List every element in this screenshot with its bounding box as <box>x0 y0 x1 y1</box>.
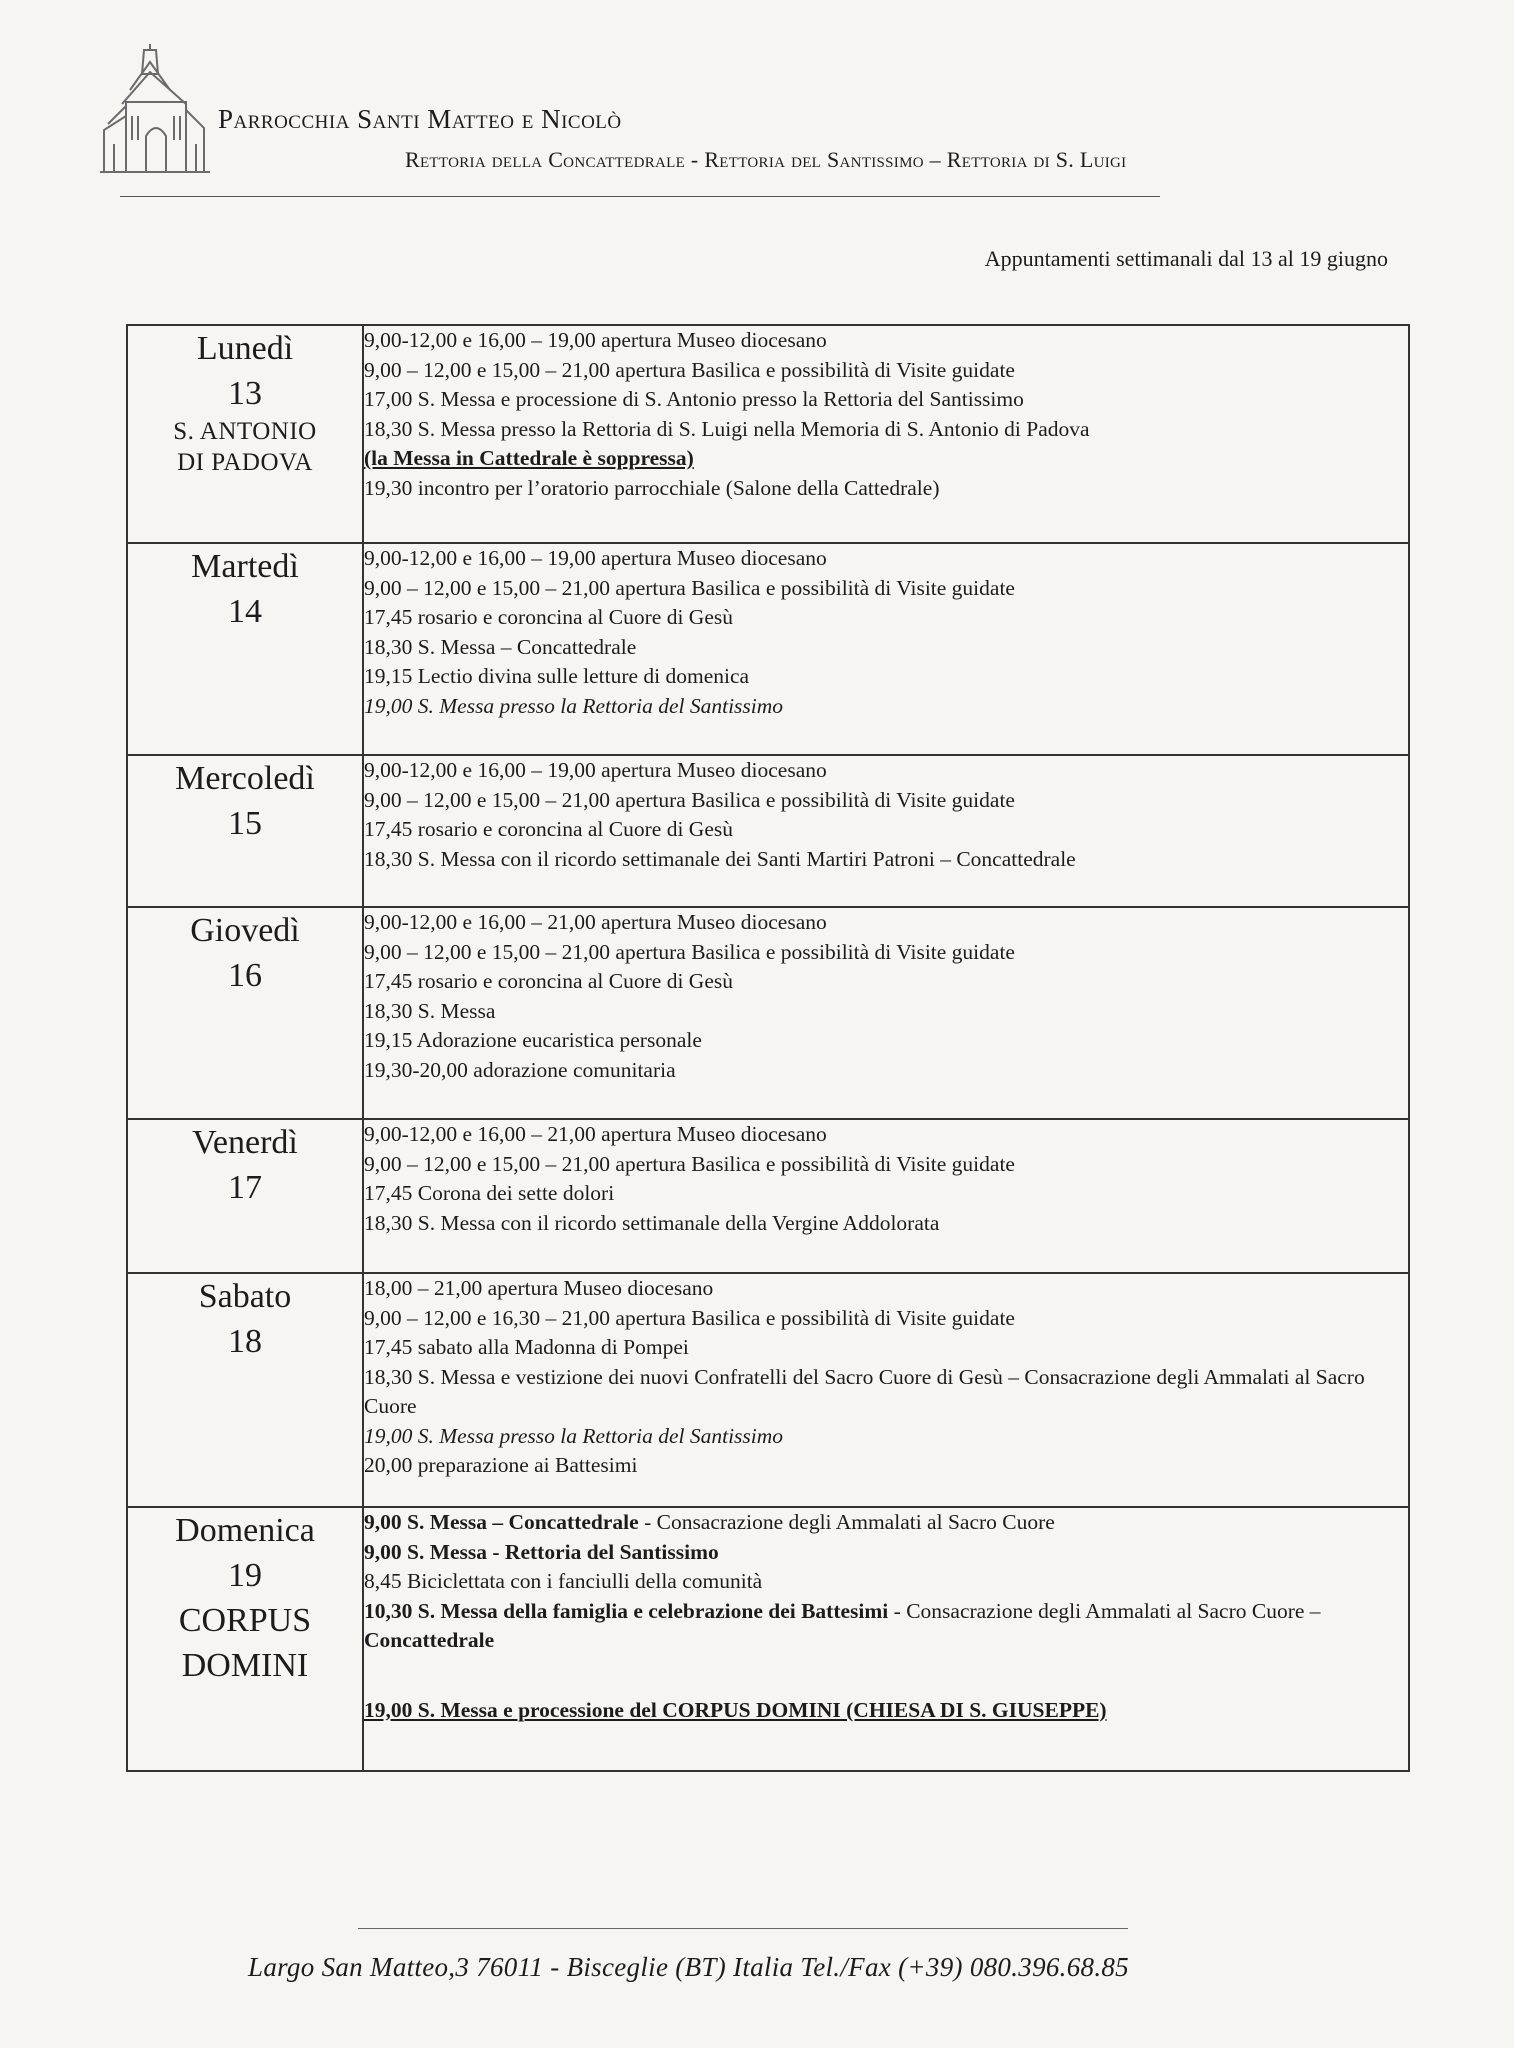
event-line: 17,45 rosario e coroncina al Cuore di Gesù <box>364 969 733 993</box>
day-cell <box>127 755 363 907</box>
event-line: 19,15 Adorazione eucaristica personale <box>364 1028 702 1052</box>
event-line <box>364 1567 1408 1597</box>
day-cell <box>127 543 363 755</box>
footer-divider <box>358 1928 1128 1929</box>
day-subtitle: DOMINI <box>181 1647 309 1684</box>
event-bold: 9,00 S. Messa – Concattedrale <box>364 1510 639 1534</box>
event-line: 18,30 S. Messa <box>364 998 496 1023</box>
event-line: 19,00 S. Messa presso la Rettoria del Santissimo <box>364 1423 784 1448</box>
event-line: 18,30 S. Messa – Concattedrale <box>364 634 637 659</box>
events-cell <box>363 1119 1409 1273</box>
rettorie-subtitle: Rettoria della Concattedrale - Rettoria del Santissimo – Rettoria di S. Luigi <box>405 147 1127 172</box>
event-line: 9,00-12,00 e 16,00 – 19,00 apertura Museo diocesano <box>364 758 827 782</box>
event-line: 17,45 sabato alla Madonna di Pompei <box>364 1335 689 1359</box>
day-cell <box>127 1119 363 1273</box>
day-cell <box>127 907 363 1119</box>
day-number: 16 <box>228 957 262 994</box>
parish-name: Parrocchia Santi Matteo e Nicolò <box>218 104 622 134</box>
day-number: 18 <box>228 1323 262 1360</box>
event-line: 18,30 S. Messa con il ricordo settimanale della Vergine Addolorata <box>364 1210 940 1235</box>
events-cell <box>363 543 1409 755</box>
event-line: 17,45 Corona dei sette dolori <box>364 1181 615 1205</box>
events-cell <box>363 325 1409 543</box>
event-text: - Consacrazione degli Ammalati al Sacro Cuore <box>638 1510 1055 1534</box>
day-row-mercoledi <box>127 755 1409 907</box>
day-row-lunedi <box>127 325 1409 543</box>
event-bold: Concattedrale <box>364 1628 495 1652</box>
events-cell <box>363 755 1409 907</box>
event-line: 9,00 – 12,00 e 15,00 – 21,00 apertura Basilica e possibilità di Visite guidate <box>364 575 1015 600</box>
header-divider <box>120 196 1160 197</box>
day-row-martedi <box>127 543 1409 755</box>
schedule-table <box>126 324 1410 1772</box>
day-cell <box>127 325 363 543</box>
day-subtitle: DI PADOVA <box>177 449 313 476</box>
day-subtitle: CORPUS <box>178 1602 312 1639</box>
event-line: 19,00 S. Messa presso la Rettoria del Santissimo <box>364 693 784 718</box>
day-cell <box>127 1507 363 1771</box>
event-line: 17,45 rosario e coroncina al Cuore di Gesù <box>364 817 733 841</box>
event-line: 19,00 S. Messa e processione del CORPUS DOMINI (CHIESA DI S. GIUSEPPE) <box>364 1697 1107 1722</box>
events-cell <box>363 1507 1409 1771</box>
event-line: 19,15 Lectio divina sulle letture di domenica <box>364 664 750 688</box>
event-line: 9,00 – 12,00 e 15,00 – 21,00 apertura Basilica e possibilità di Visite guidate <box>364 357 1015 382</box>
event-line <box>364 1597 1408 1656</box>
event-line: 17,45 rosario e coroncina al Cuore di Gesù <box>364 605 733 629</box>
event-line: 19,30 incontro per l’oratorio parrocchiale (Salone della Cattedrale) <box>364 475 940 500</box>
event-line: 9,00-12,00 e 16,00 – 19,00 apertura Museo diocesano <box>364 546 827 570</box>
day-name: Mercoledì <box>175 760 315 797</box>
weekly-title: Appuntamenti settimanali dal 13 al 19 giugno <box>984 246 1388 271</box>
event-line: 9,00-12,00 e 16,00 – 21,00 apertura Museo diocesano <box>364 910 827 934</box>
day-row-sabato <box>127 1273 1409 1507</box>
event-line: 18,30 S. Messa con il ricordo settimanale dei Santi Martiri Patroni – Concattedrale <box>364 846 1076 871</box>
day-name: Domenica <box>175 1512 315 1549</box>
day-subtitle: S. ANTONIO <box>173 418 317 445</box>
day-number: 17 <box>228 1169 262 1206</box>
day-number: 13 <box>228 375 262 412</box>
day-name: Giovedì <box>190 912 300 949</box>
day-name: Sabato <box>198 1278 292 1315</box>
event-line: 9,00-12,00 e 16,00 – 19,00 apertura Museo diocesano <box>364 328 827 352</box>
day-row-giovedi <box>127 907 1409 1119</box>
day-name: Venerdì <box>192 1124 298 1161</box>
event-text: - Consacrazione degli Ammalati al Sacro Cuore – <box>888 1598 1321 1623</box>
day-number: 19 <box>228 1557 262 1594</box>
event-line: 18,00 – 21,00 apertura Museo diocesano <box>364 1276 714 1300</box>
event-line: 9,00 – 12,00 e 15,00 – 21,00 apertura Basilica e possibilità di Visite guidate <box>364 1151 1015 1176</box>
event-line <box>364 1538 1408 1568</box>
event-bold: 10,30 S. Messa della famiglia e celebrazione dei Battesimi <box>364 1598 889 1623</box>
day-name: Lunedì <box>196 330 294 367</box>
event-line: 18,30 S. Messa presso la Rettoria di S. Luigi nella Memoria di S. Antonio di Padova <box>364 416 1090 441</box>
event-line: 9,00-12,00 e 16,00 – 21,00 apertura Museo diocesano <box>364 1122 827 1146</box>
event-line: 9,00 – 12,00 e 15,00 – 21,00 apertura Basilica e possibilità di Visite guidate <box>364 939 1015 964</box>
event-line: 19,30-20,00 adorazione comunitaria <box>364 1057 676 1082</box>
day-row-venerdi <box>127 1119 1409 1273</box>
day-cell <box>127 1273 363 1507</box>
day-number: 14 <box>228 593 262 630</box>
events-cell <box>363 907 1409 1119</box>
day-number: 15 <box>228 805 262 842</box>
events-cell <box>363 1273 1409 1507</box>
event-line: 9,00 – 12,00 e 16,30 – 21,00 apertura Basilica e possibilità di Visite guidate <box>364 1305 1015 1330</box>
footer-address: Largo San Matteo,3 76011 - Bisceglie (BT) Italia Tel./Fax (+39) 080.396.68.85 <box>248 1952 1129 1982</box>
event-line: 17,00 S. Messa e processione di S. Antonio presso la Rettoria del Santissimo <box>364 387 1024 411</box>
event-line: 9,00 – 12,00 e 15,00 – 21,00 apertura Basilica e possibilità di Visite guidate <box>364 787 1015 812</box>
event-bold: 9,00 S. Messa - Rettoria del Santissimo <box>364 1539 719 1564</box>
day-row-domenica <box>127 1507 1409 1771</box>
parish-logo-icon <box>100 44 210 180</box>
event-line: 20,00 preparazione ai Battesimi <box>364 1453 638 1477</box>
event-line: (la Messa in Cattedrale è soppressa) <box>364 446 694 470</box>
event-text: 8,45 Biciclettata con i fanciulli della comunità <box>364 1569 763 1593</box>
event-line: 18,30 S. Messa e vestizione dei nuovi Confratelli del Sacro Cuore di Gesù – Consacrazione degli Ammalati al Sacro Cuore <box>364 1364 1365 1418</box>
day-name: Martedì <box>191 548 299 585</box>
event-line <box>364 1508 1408 1538</box>
